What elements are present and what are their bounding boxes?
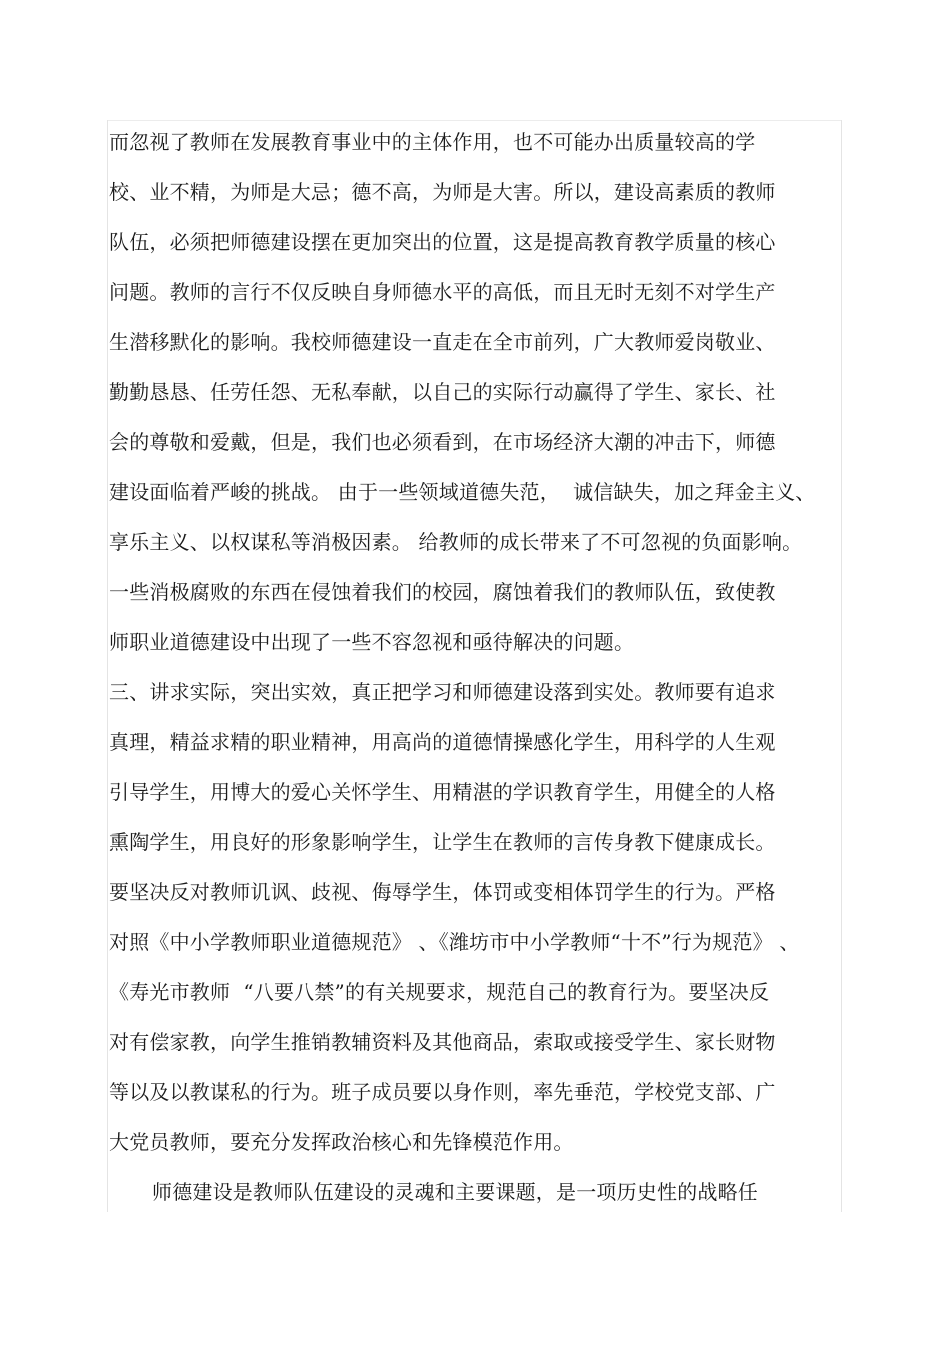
text-line: 问题。教师的言行不仅反映自身师德水平的高低，而且无时无刻不对学生产 (109, 280, 776, 304)
text-line: 建设面临着严峻的挑战。 由于一些领域道德失范， 诚信缺失，加之拜金主义、 (109, 480, 816, 504)
text-line: 真理，精益求精的职业精神，用高尚的道德情操感化学生，用科学的人生观 (109, 730, 776, 754)
text-line: 校、业不精，为师是大忌；德不高，为师是大害。所以，建设高素质的教师 (109, 180, 776, 204)
page-border-left (107, 120, 108, 1212)
text-line: 大党员教师，要充分发挥政治核心和先锋模范作用。 (109, 1130, 574, 1154)
text-line: 对照《中小学教师职业道德规范》 、《潍坊市中小学教师“十不”行为规范》 、 (109, 930, 800, 954)
text-line: 一些消极腐败的东西在侵蚀着我们的校园，腐蚀着我们的教师队伍，致使教 (109, 580, 776, 604)
text-line: 会的尊敬和爱戴，但是，我们也必须看到，在市场经济大潮的冲击下，师德 (109, 430, 776, 454)
paragraph-start-line: 师德建设是教师队伍建设的灵魂和主要课题，是一项历史性的战略任 (152, 1180, 758, 1204)
text-line: 等以及以教谋私的行为。班子成员要以身作则，率先垂范，学校党支部、广 (109, 1080, 776, 1104)
text-line: 队伍，必须把师德建设摆在更加突出的位置，这是提高教育教学质量的核心 (109, 230, 776, 254)
text-line: 引导学生，用博大的爱心关怀学生、用精湛的学识教育学生，用健全的人格 (109, 780, 776, 804)
text-line: 享乐主义、以权谋私等消极因素。 给教师的成长带来了不可忽视的负面影响。 (109, 530, 803, 554)
text-line: 师职业道德建设中出现了一些不容忽视和亟待解决的问题。 (109, 630, 635, 654)
text-line: 而忽视了教师在发展教育事业中的主体作用，也不可能办出质量较高的学 (109, 130, 756, 154)
text-line: 要坚决反对教师讥讽、歧视、侮辱学生，体罚或变相体罚学生的行为。严格 (109, 880, 776, 904)
page-border-top (107, 120, 842, 121)
text-line: 勤勤恳恳、任劳任怨、无私奉献，以自己的实际行动赢得了学生、家长、社 (109, 380, 776, 404)
text-line: 生潜移默化的影响。我校师德建设一直走在全市前列，广大教师爱岗敬业、 (109, 330, 776, 354)
text-line: 对有偿家教，向学生推销教辅资料及其他商品，索取或接受学生、家长财物 (109, 1030, 776, 1054)
text-line: 三、讲求实际，突出实效，真正把学习和师德建设落到实处。教师要有追求 (109, 680, 776, 704)
text-line: 《寿光市教师 “八要八禁”的有关规要求，规范自己的教育行为。要坚决反 (109, 980, 770, 1004)
page-border-right (841, 120, 842, 1212)
text-line: 熏陶学生，用良好的形象影响学生，让学生在教师的言传身教下健康成长。 (109, 830, 776, 854)
